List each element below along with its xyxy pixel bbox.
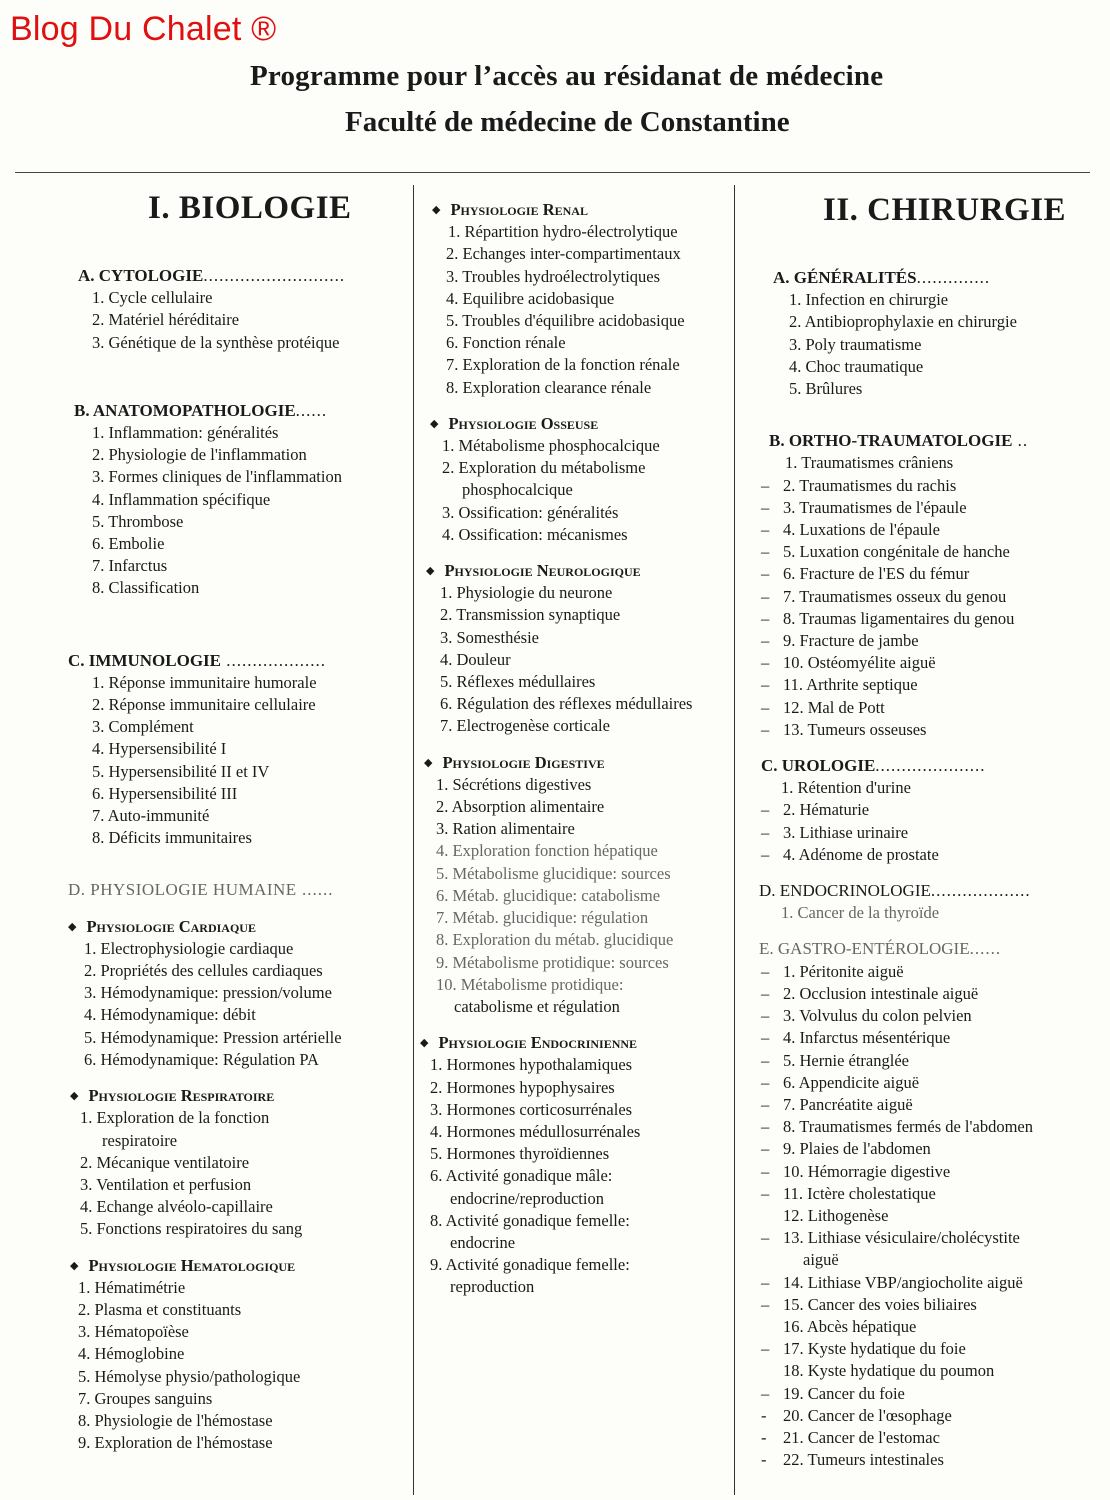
dash-mark: – xyxy=(761,1139,770,1159)
list-item: 3. Ration alimentaire xyxy=(436,819,575,839)
list-item-text: 4. Adénome de prostate xyxy=(783,844,939,864)
list-item: 7. Auto-immunité xyxy=(92,806,210,826)
list-item: 7. Exploration de la fonction rénale xyxy=(446,355,680,375)
dash-mark: – xyxy=(761,1006,770,1026)
biologie-column xyxy=(68,265,403,1454)
diamond-bullet-icon: ◆ xyxy=(70,1259,79,1272)
list-item: 3. Somesthésie xyxy=(440,627,539,647)
list-item xyxy=(755,674,1100,696)
list-item xyxy=(755,541,1100,563)
list-item: 8. Classification xyxy=(92,578,200,598)
list-item xyxy=(755,1427,1100,1449)
list-item: respiratoire xyxy=(102,1130,178,1150)
list-item: 2. Mécanique ventilatoire xyxy=(80,1152,250,1172)
diamond-bullet-icon: ◆ xyxy=(68,920,77,933)
list-item: 4. Inflammation spécifique xyxy=(92,489,271,509)
list-item: 5. Hypersensibilité II et IV xyxy=(92,761,270,781)
list-item-text: 19. Cancer du foie xyxy=(783,1383,905,1403)
list-item: catabolisme et régulation xyxy=(454,996,620,1016)
list-item xyxy=(755,844,1100,866)
list-item xyxy=(755,586,1100,608)
subsection-heading xyxy=(68,916,403,938)
list-item xyxy=(755,822,1100,844)
subsection-heading xyxy=(420,199,730,221)
list-item xyxy=(755,961,1100,983)
list-item: 1. Exploration de la fonction xyxy=(80,1108,270,1128)
section-heading xyxy=(755,938,1100,960)
list-item-text: 14. Lithiase VBP/angiocholite aiguë xyxy=(783,1272,1023,1292)
dash-mark: – xyxy=(761,1272,770,1292)
list-item: 6. Fonction rénale xyxy=(446,333,566,353)
list-item: 3. Hémodynamique: pression/volume xyxy=(84,983,332,1003)
list-item: 4. Hémodynamique: débit xyxy=(84,1005,256,1025)
list-item: 2. Physiologie de l'inflammation xyxy=(92,445,307,465)
list-item-text: 5. Luxation congénitale de hanche xyxy=(783,542,1010,562)
list-item-text: 6. Appendicite aiguë xyxy=(783,1072,920,1092)
list-item: 2. Hormones hypophysaires xyxy=(430,1077,615,1097)
list-item: 5. Hémodynamique: Pression artérielle xyxy=(84,1027,342,1047)
dash-mark: – xyxy=(761,564,770,584)
biologie-title: I. BIOLOGIE xyxy=(148,190,352,226)
list-item xyxy=(755,1138,1100,1160)
list-item: 1. Répartition hydro-électrolytique xyxy=(448,222,678,242)
list-item-text: 3. Traumatismes de l'épaule xyxy=(783,497,967,517)
list-item: 8. Exploration clearance rénale xyxy=(446,377,652,397)
list-item-text: 5. Hernie étranglée xyxy=(783,1050,909,1070)
section-label: D. ENDOCRINOLOGIE xyxy=(759,881,931,901)
list-item: 5. Hormones thyroïdiennes xyxy=(430,1144,610,1164)
dash-mark: – xyxy=(761,608,770,628)
section-heading xyxy=(755,880,1100,902)
list-item: 3. Hématopoïèse xyxy=(78,1322,189,1342)
diamond-bullet-icon: ◆ xyxy=(70,1090,79,1103)
list-item-text: 13. Lithiase vésiculaire/cholécystite xyxy=(783,1228,1020,1248)
list-item xyxy=(755,1161,1100,1183)
section-heading xyxy=(68,650,403,672)
list-item-text: 13. Tumeurs osseuses xyxy=(783,719,927,739)
list-item: 1. Sécrétions digestives xyxy=(436,774,592,794)
dash-mark: – xyxy=(761,719,770,739)
leader-dots: ...... xyxy=(295,400,328,420)
list-item xyxy=(755,1227,1100,1249)
list-item: 8. Exploration du métab. glucidique xyxy=(436,930,674,950)
dash-mark: – xyxy=(761,1183,770,1203)
subsection-label: Physiologie Osseuse xyxy=(448,413,599,433)
diamond-bullet-icon: ◆ xyxy=(430,417,439,430)
list-item xyxy=(755,1294,1100,1316)
section-label: C. IMMUNOLOGIE xyxy=(68,650,221,670)
section-label: A. GÉNÉRALITÉS xyxy=(773,268,917,287)
column-divider-left xyxy=(413,185,414,1495)
leader-dots: ................... xyxy=(221,650,326,670)
section-label: C. UROLOGIE xyxy=(761,756,876,776)
list-item: 12. Lithogenèse xyxy=(783,1205,889,1225)
spacer xyxy=(755,866,1100,880)
list-item: 2. Propriétés des cellules cardiaques xyxy=(84,961,323,981)
page-title: Programme pour l’accès au résidanat de médecine xyxy=(250,60,884,92)
list-item xyxy=(755,475,1100,497)
list-item xyxy=(755,983,1100,1005)
list-item: 1. Physiologie du neurone xyxy=(440,583,613,603)
list-item xyxy=(755,1027,1100,1049)
physiologie-column xyxy=(420,199,730,1299)
list-item: 4. Exploration fonction hépatique xyxy=(436,841,658,861)
list-item: 3. Formes cliniques de l'inflammation xyxy=(92,467,342,487)
subsection-label: Physiologie Endocrinienne xyxy=(438,1033,638,1053)
list-item: 9. Exploration de l'hémostase xyxy=(78,1433,273,1453)
page-subtitle: Faculté de médecine de Constantine xyxy=(345,106,790,138)
list-item xyxy=(755,697,1100,719)
list-item: 2. Réponse immunitaire cellulaire xyxy=(92,695,316,715)
list-item-text: 4. Luxations de l'épaule xyxy=(783,520,940,540)
leader-dots: .. xyxy=(1012,431,1029,451)
section-heading xyxy=(68,265,403,287)
list-item-text: 9. Plaies de l'abdomen xyxy=(783,1139,931,1159)
list-item: 4. Ossification: mécanismes xyxy=(442,524,628,544)
leader-dots: ..................... xyxy=(875,756,986,776)
list-item: 16. Abcès hépatique xyxy=(783,1316,917,1336)
dash-mark: – xyxy=(761,675,770,695)
section-heading xyxy=(755,267,1100,289)
list-item-text: 17. Kyste hydatique du foie xyxy=(783,1339,966,1359)
list-item: phosphocalcique xyxy=(462,480,573,500)
list-item xyxy=(755,1116,1100,1138)
subsection-heading xyxy=(420,413,730,435)
dash-mark: – xyxy=(761,961,770,981)
dash-mark: - xyxy=(761,1450,767,1470)
section-heading xyxy=(755,755,1100,777)
list-item: aiguë xyxy=(803,1250,839,1270)
list-item-text: 1. Péritonite aiguë xyxy=(783,961,904,981)
subsection-label: Physiologie Respiratoire xyxy=(88,1086,275,1106)
list-item-text: 2. Hématurie xyxy=(783,800,870,820)
leader-dots: ...... xyxy=(296,880,334,900)
list-item: 6. Hémodynamique: Régulation PA xyxy=(84,1049,319,1069)
list-item: 1. Cancer de la thyroïde xyxy=(781,903,940,923)
list-item-text: 15. Cancer des voies biliaires xyxy=(783,1294,977,1314)
header-divider xyxy=(15,172,1090,173)
diamond-bullet-icon: ◆ xyxy=(426,565,435,578)
dash-mark: – xyxy=(761,1050,770,1070)
list-item: 6. Activité gonadique mâle: xyxy=(430,1166,613,1186)
list-item: 10. Métabolisme protidique: xyxy=(436,974,624,994)
list-item: 2. Antibioprophylaxie en chirurgie xyxy=(789,312,1017,332)
list-item: 9. Métabolisme protidique: sources xyxy=(436,952,669,972)
section-label: E. GASTRO-ENTÉROLOGIE xyxy=(759,939,970,959)
list-item: 5. Métabolisme glucidique: sources xyxy=(436,863,671,883)
list-item xyxy=(755,608,1100,630)
list-item: 1. Hormones hypothalamiques xyxy=(430,1055,633,1075)
subsection-label: Physiologie Cardiaque xyxy=(86,916,256,936)
list-item xyxy=(755,563,1100,585)
list-item-text: 2. Traumatismes du rachis xyxy=(783,475,957,495)
subsection-label: Physiologie Digestive xyxy=(442,752,605,772)
dash-mark: – xyxy=(761,1117,770,1137)
diamond-bullet-icon: ◆ xyxy=(424,756,433,769)
dash-mark: – xyxy=(761,1028,770,1048)
list-item: endocrine xyxy=(450,1232,516,1252)
dash-mark: – xyxy=(761,1383,770,1403)
dash-mark: – xyxy=(761,983,770,1003)
list-item xyxy=(755,1449,1100,1471)
list-item: 6. Hypersensibilité III xyxy=(92,783,238,803)
list-item-text: 22. Tumeurs intestinales xyxy=(783,1450,944,1470)
list-item: 18. Kyste hydatique du poumon xyxy=(783,1361,995,1381)
dash-mark: – xyxy=(761,844,770,864)
spacer xyxy=(68,354,403,400)
subsection-heading xyxy=(420,560,730,582)
list-item: 4. Hormones médullosurrénales xyxy=(430,1121,641,1141)
list-item xyxy=(755,719,1100,741)
list-item-text: 11. Ictère cholestatique xyxy=(783,1183,936,1203)
section-heading xyxy=(755,430,1100,452)
list-item: 4. Equilibre acidobasique xyxy=(446,288,615,308)
list-item-text: 8. Traumatismes fermés de l'abdomen xyxy=(783,1117,1033,1137)
list-item: 7. Groupes sanguins xyxy=(78,1388,213,1408)
dash-mark: – xyxy=(761,653,770,673)
list-item-text: 8. Traumas ligamentaires du genou xyxy=(783,608,1015,628)
list-item xyxy=(755,1072,1100,1094)
list-item xyxy=(755,652,1100,674)
list-item: 5. Troubles d'équilibre acidobasique xyxy=(446,311,685,331)
dash-mark: – xyxy=(761,800,770,820)
list-item: 6. Embolie xyxy=(92,534,165,554)
list-item xyxy=(755,1183,1100,1205)
leader-dots: .............. xyxy=(916,268,991,287)
list-item xyxy=(755,1338,1100,1360)
list-item xyxy=(755,1094,1100,1116)
list-item: 6. Régulation des réflexes médullaires xyxy=(440,694,693,714)
list-item: 3. Génétique de la synthèse protéique xyxy=(92,332,340,352)
dash-mark: – xyxy=(761,1072,770,1092)
list-item: 2. Exploration du métabolisme xyxy=(442,458,646,478)
spacer xyxy=(755,741,1100,755)
section-label: B. ANATOMOPATHOLOGIE xyxy=(74,400,296,420)
list-item: 2. Echanges inter-compartimentaux xyxy=(446,244,681,264)
list-item: 7. Electrogenèse corticale xyxy=(440,716,610,736)
list-item xyxy=(755,799,1100,821)
list-item-text: 7. Traumatismes osseux du genou xyxy=(783,586,1007,606)
list-item: 3. Troubles hydroélectrolytiques xyxy=(446,266,661,286)
list-item: 4. Echange alvéolo-capillaire xyxy=(80,1197,273,1217)
section-heading xyxy=(68,879,403,901)
list-item xyxy=(755,1383,1100,1405)
dash-mark: – xyxy=(761,631,770,651)
subsection-label: Physiologie Neurologique xyxy=(444,561,641,581)
list-item-text: 21. Cancer de l'estomac xyxy=(783,1427,940,1447)
list-item: 5. Fonctions respiratoires du sang xyxy=(80,1219,303,1239)
list-item: 4. Choc traumatique xyxy=(789,356,924,376)
list-item: 8. Physiologie de l'hémostase xyxy=(78,1410,273,1430)
list-item-text: 4. Infarctus mésentérique xyxy=(783,1028,951,1048)
dash-mark: – xyxy=(761,586,770,606)
spacer xyxy=(68,600,403,650)
dash-mark: – xyxy=(761,497,770,517)
list-item: 5. Thrombose xyxy=(92,511,184,531)
leader-dots: ...... xyxy=(969,939,1002,959)
spacer xyxy=(755,400,1100,430)
watermark-text: Blog Du Chalet ® xyxy=(10,10,277,48)
list-item: 5. Brûlures xyxy=(789,379,863,399)
subsection-label: Physiologie Renal xyxy=(450,200,588,219)
leader-dots: ........................... xyxy=(203,266,346,285)
list-item: 6. Métab. glucidique: catabolisme xyxy=(436,885,661,905)
section-label: B. ORTHO-TRAUMATOLOGIE xyxy=(769,431,1013,451)
dash-mark: - xyxy=(761,1405,767,1425)
list-item-text: 3. Volvulus du colon pelvien xyxy=(783,1006,972,1026)
list-item: 3. Poly traumatisme xyxy=(789,334,922,354)
list-item xyxy=(755,497,1100,519)
section-heading xyxy=(68,400,403,422)
list-item: 4. Douleur xyxy=(440,649,511,669)
list-item-text: 10. Ostéomyélite aiguë xyxy=(783,653,936,673)
list-item xyxy=(755,1405,1100,1427)
list-item-text: 6. Fracture de l'ES du fémur xyxy=(783,564,970,584)
list-item: 4. Hémoglobine xyxy=(78,1344,185,1364)
subsection-heading xyxy=(68,1085,403,1107)
list-item: reproduction xyxy=(450,1277,535,1297)
list-item-text: 3. Lithiase urinaire xyxy=(783,822,909,842)
list-item: 1. Electrophysiologie cardiaque xyxy=(84,938,294,958)
dash-mark: – xyxy=(761,520,770,540)
list-item: 7. Métab. glucidique: régulation xyxy=(436,908,649,928)
list-item: 3. Complément xyxy=(92,717,194,737)
diamond-bullet-icon: ◆ xyxy=(420,1037,429,1050)
chirurgie-title: II. CHIRURGIE xyxy=(823,192,1067,228)
list-item-text: 12. Mal de Pott xyxy=(783,697,885,717)
list-item: 2. Matériel héréditaire xyxy=(92,310,240,330)
list-item: 1. Infection en chirurgie xyxy=(789,290,949,310)
list-item-text: 2. Occlusion intestinale aiguë xyxy=(783,983,979,1003)
list-item: 1. Hématimétrie xyxy=(78,1277,186,1297)
list-item: endocrine/reproduction xyxy=(450,1188,604,1208)
list-item: 1. Inflammation: généralités xyxy=(92,423,279,443)
list-item: 3. Ossification: généralités xyxy=(442,502,619,522)
dash-mark: – xyxy=(761,475,770,495)
list-item: 4. Hypersensibilité I xyxy=(92,739,227,759)
chirurgie-column xyxy=(755,267,1100,1471)
dash-mark: – xyxy=(761,822,770,842)
list-item: 2. Absorption alimentaire xyxy=(436,797,605,817)
list-item-text: 20. Cancer de l'œsophage xyxy=(783,1405,952,1425)
list-item-text: 10. Hémorragie digestive xyxy=(783,1161,951,1181)
list-item-text: 9. Fracture de jambe xyxy=(783,631,919,651)
subsection-heading xyxy=(420,752,730,774)
subsection-heading xyxy=(68,1255,403,1277)
section-label: D. PHYSIOLOGIE HUMAINE xyxy=(68,880,297,900)
section-label: A. CYTOLOGIE xyxy=(78,266,204,285)
subsection-heading xyxy=(420,1032,730,1054)
dash-mark: – xyxy=(761,1294,770,1314)
list-item-text: 7. Pancréatite aiguë xyxy=(783,1094,913,1114)
list-item: 7. Infarctus xyxy=(92,556,168,576)
list-item-text: 11. Arthrite septique xyxy=(783,675,918,695)
list-item: 1. Réponse immunitaire humorale xyxy=(92,672,317,692)
list-item: 5. Hémolyse physio/pathologique xyxy=(78,1366,301,1386)
list-item xyxy=(755,519,1100,541)
list-item xyxy=(755,630,1100,652)
list-item: 8. Activité gonadique femelle: xyxy=(430,1210,630,1230)
list-item: 1. Métabolisme phosphocalcique xyxy=(442,436,660,456)
dash-mark: – xyxy=(761,1094,770,1114)
dash-mark: – xyxy=(761,1339,770,1359)
list-item: 3. Ventilation et perfusion xyxy=(80,1174,252,1194)
dash-mark: – xyxy=(761,542,770,562)
dash-mark: – xyxy=(761,697,770,717)
list-item xyxy=(755,1050,1100,1072)
list-item: 2. Transmission synaptique xyxy=(440,605,621,625)
list-item: 1. Cycle cellulaire xyxy=(92,288,213,308)
diamond-bullet-icon: ◆ xyxy=(432,204,441,216)
spacer xyxy=(755,924,1100,938)
dash-mark: - xyxy=(761,1427,767,1447)
subsection-label: Physiologie Hematologique xyxy=(88,1255,296,1275)
list-item: 1. Traumatismes crâniens xyxy=(785,453,954,473)
column-divider-right xyxy=(734,185,735,1495)
spacer xyxy=(68,849,403,879)
list-item: 2. Plasma et constituants xyxy=(78,1299,242,1319)
list-item: 8. Déficits immunitaires xyxy=(92,828,252,848)
list-item: 9. Activité gonadique femelle: xyxy=(430,1255,630,1275)
list-item xyxy=(755,1005,1100,1027)
dash-mark: – xyxy=(761,1161,770,1181)
leader-dots: ................... xyxy=(930,881,1031,901)
dash-mark: – xyxy=(761,1228,770,1248)
list-item: 5. Réflexes médullaires xyxy=(440,672,596,692)
list-item xyxy=(755,1272,1100,1294)
list-item: 1. Rétention d'urine xyxy=(781,778,911,798)
list-item: 3. Hormones corticosurrénales xyxy=(430,1099,633,1119)
